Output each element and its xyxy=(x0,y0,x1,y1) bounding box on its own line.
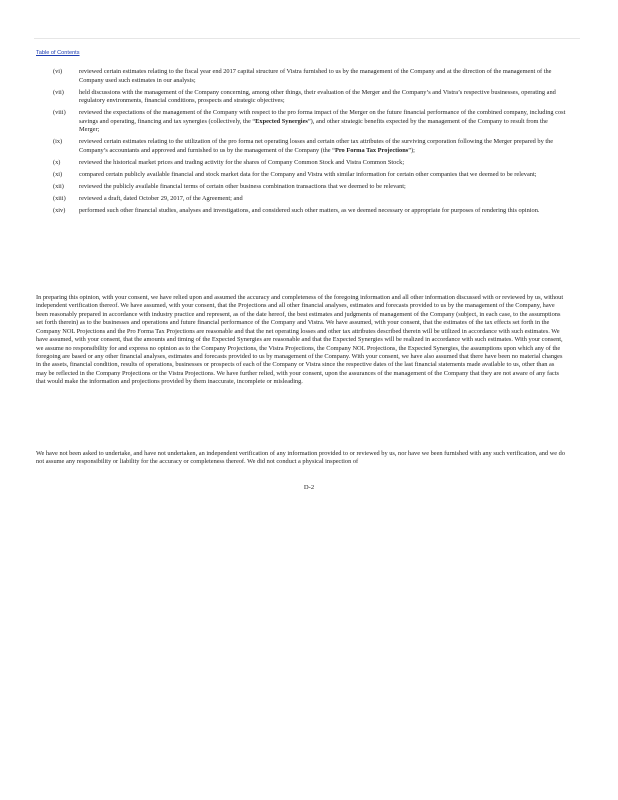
table-of-contents-link[interactable]: Table of Contents xyxy=(36,50,80,56)
list-item xyxy=(53,89,568,106)
item-text xyxy=(79,109,568,135)
item-number: (vi) xyxy=(53,68,63,75)
item-text-before: reviewed certain estimates relating to the utilization of the pro forma net operating losses and certain other tax attributes of the surviving corporation following the Merger prepared by the Company’s accountants and approved and furnished to us by the management of the Company (the “ xyxy=(79,138,554,154)
list-item xyxy=(53,109,568,135)
list-item xyxy=(53,183,568,192)
item-text xyxy=(79,138,568,155)
item-text-before: reviewed the expectations of the management of the Company with respect to the pro forma impact of the Merger on the future financial performance of the combined company, including cost savings and operating, financing and tax synergies (collectively, the “ xyxy=(79,109,566,125)
review-list xyxy=(53,68,568,219)
list-item xyxy=(53,207,568,216)
item-text: performed such other financial studies, analyses and investigations, and considered such other matters, as we deemed necessary or appropriate for purposes of rendering this opinion. xyxy=(79,206,540,214)
item-text-after: ”); xyxy=(408,146,415,154)
item-number: (x) xyxy=(53,158,61,166)
list-item xyxy=(53,68,568,85)
item-text-after: ”), and other strategic benefits expected by the management of the Company to result from the Merger; xyxy=(79,117,548,134)
list-item xyxy=(53,138,568,155)
defined-term: Expected Synergies xyxy=(255,117,308,125)
reliance-paragraph: In preparing this opinion, with your consent, we have relied upon and assumed the accuracy and completeness of the foregoing information and all other information discussed with or reviewed by us, without independent verification thereof. We have assumed, with your consent, that the Projections and all other financial analyses, estimates and forecasts provided to us by the management of the Company, have been reasonably prepared in accordance with industry practice and represent, as of the date hereof, the best estimates and judgments of management of the Company (subject, in each case, to the assumptions set forth therein) as to the businesses and operations and future financial performance of the Company and Vistra. We have assumed, with your consent, that the estimates of the tax effects set forth in the Company NOL Projections and the Pro Forma Tax Projections are reasonable and that the net operating losses and other tax attributes described therein will be utilized in accordance with such estimates. We have assumed, with your consent, that the amounts and timing of the Expected Synergies are reasonable and that the Expected Synergies will be realized in accordance with such estimates. With your consent, we assume no responsibility for and express no opinion as to the Company Projections, the Vistra Projections, the Company NOL Projections, the Expected Synergies, the assumptions upon which any of the foregoing are based or any other financial analyses, estimates and forecasts provided to us by management of the Company. With your consent, we have also assumed that there have been no material changes in the assets, financial condition, results of operations, businesses or prospects of each of the Company or Vistra since the respective dates of the last financial statements made available to us, other than as may be reflected in the Company Projections or the Vistra Projections. We have further relied, with your consent, upon the assurances of the management of the Company that they are not aware of any facts that would make the information and projections provided by them inaccurate, incomplete or misleading. xyxy=(36,294,564,386)
item-number: (xi) xyxy=(53,170,63,178)
item-text: reviewed a draft, dated October 29, 2017, of the Agreement; and xyxy=(79,194,243,202)
list-item xyxy=(53,159,568,168)
item-text: held discussions with the management of the Company concerning, among other things, their evaluation of the Merger and the Company’s and Vistra’s respective businesses, operating and regulatory environments, financial conditions, prospects and strategic objectives; xyxy=(79,88,556,105)
item-number: (ix) xyxy=(53,138,63,146)
item-text: compared certain publicly available financial and stock market data for the Company and Vistra with similar information for certain other companies that we deemed to be relevant; xyxy=(79,170,537,178)
item-number: (vii) xyxy=(53,88,64,96)
item-number: (viii) xyxy=(53,109,66,117)
defined-term: Pro Forma Tax Projections xyxy=(334,146,409,154)
list-item xyxy=(53,195,568,204)
list-item xyxy=(53,171,568,180)
item-number: (xiv) xyxy=(53,206,66,214)
item-text: reviewed the publicly available financial terms of certain other business combination transactions that we deemed to be relevant; xyxy=(79,182,406,190)
item-number: (xiii) xyxy=(53,194,66,202)
header-divider xyxy=(34,38,580,39)
page-number: D-2 xyxy=(303,484,315,491)
item-number: (xii) xyxy=(53,182,64,190)
verification-paragraph: We have not been asked to undertake, and have not undertaken, an independent verification of any information provided to or reviewed by us, nor have we been furnished with any such verification, and we do not assume any responsibility or liability for the accuracy or completeness thereof. We did not conduct a physical inspection of xyxy=(36,450,566,466)
item-text: reviewed certain estimates relating to the fiscal year end 2017 capital structure of Vistra furnished to us by the management of the Company and at the direction of the management of the Company used such estimates in our analysis; xyxy=(79,68,552,84)
item-text: reviewed the historical market prices and trading activity for the shares of Company Common Stock and Vistra Common Stock; xyxy=(79,158,405,166)
